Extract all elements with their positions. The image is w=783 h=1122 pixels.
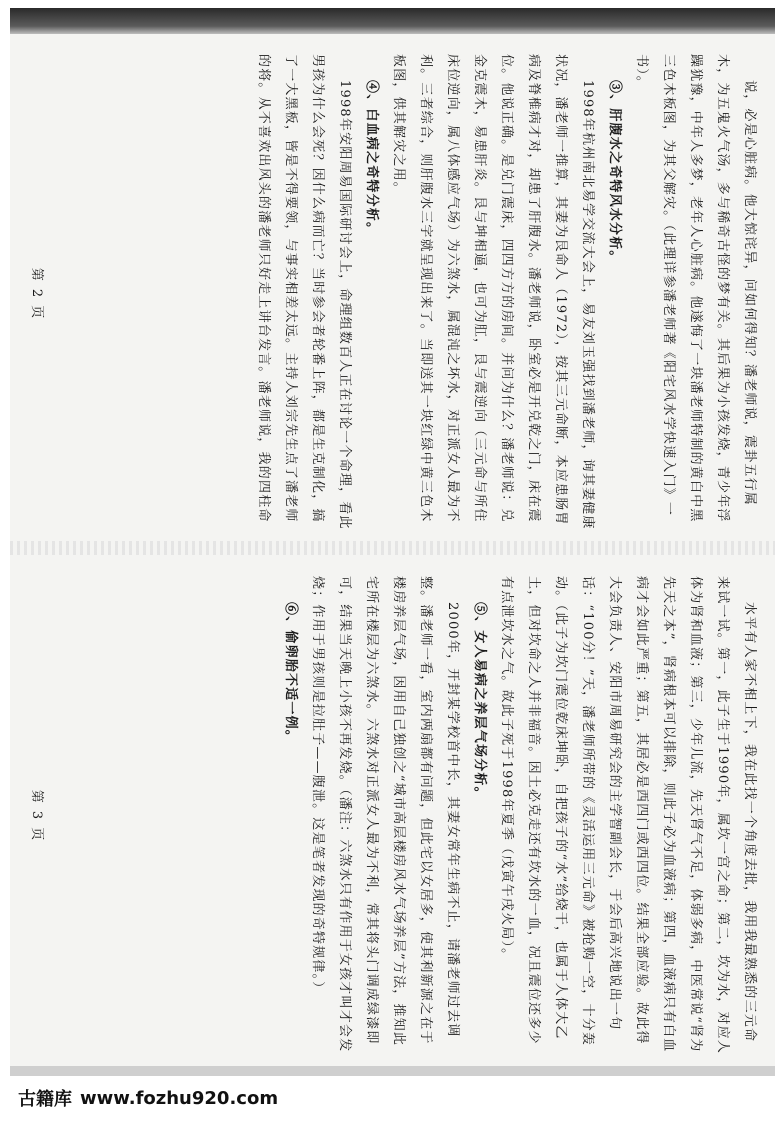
page-3-paragraph-1: 水平有人家不相上下，我在此找一个角度去批，我用我最熟悉的三元命来试一试。第一，此子生于1990年，属坎一宫之命；第二，坎为水，对应人体为肾和血液；第三，少年儿流，先天肾气不足，体弱多病，中医常说“肾为先天之本”，肾病根本可以排除，则此子必为血液病；第四，血液病只有白血病才会如此严重；第五，其居必是西四门或西四位。结果全部应验。故此得大会负责人、安阳市周易研究会的主学智副会长，于会后高兴地说出一句话：“100分！”天，潘老师所带的《灵活运用三元命》被抢购一空，十分轰动。（此子为坎门震位乾床坤卧，自把孩子的“水”给烧干，也属于人体大乙土，但对坎命之人并非福音。因土必克走还有坎水的一血，况且震位还多少有点泄坎水之气。故此子死于1998年夏季（戊寅午戌火局）。: [498, 576, 757, 1055]
page-3-heading-6: ⑥、偷卵胎不适一例。: [282, 602, 298, 745]
page-3-heading-5: ⑤、女人易病之养层气场分析。: [471, 602, 487, 801]
page-2-paragraph-2: 1998年杭州南北易学交流大会上，易友刘玉强找到潘老师，询其妻健康状况，潘老师一推算，其妻为艮命人（1972），按其三元命断，本应患肠胃病及脊椎病才对，却患了肝腹水。潘老师说，卧室必是开兑乾之门，床在震位。他说正确。是兑门震床，四四方方的房间。并问为什么？潘老师说：兑金克震木，易患肝炎。艮与坤相逼，也可为肛，艮与震逆向（三元命与所住床位逆向，属八体感应气场）为六煞水，属混沌之坏水，对正派女人最为不利。三者综合，则肝腹水三字就呈现出来了。当即送其一块红绿中黄三色木板图，供其解灾之用。: [390, 54, 595, 530]
page-2-text-block: [23, 54, 763, 534]
site-url: www.fozhu920.com: [80, 1087, 279, 1109]
page-3-folio: 第 3 页: [28, 789, 44, 843]
site-name: 古籍库: [18, 1089, 72, 1110]
page-divider: [10, 541, 775, 555]
page-3-text-block: [23, 576, 763, 1056]
scan-bottom-edge: [10, 1066, 775, 1076]
scan-top-edge: [10, 8, 775, 34]
page-2-folio: 第 2 页: [28, 267, 44, 321]
page-2-heading-3: ③、肝腹水之奇特风水分析。: [606, 80, 622, 265]
page-3-paragraph-2: 2000年，开封某学校首中长，其妻女常年生病不止，请潘老师过去调整。潘老师一看，室内两扇都有问题，但此宅以女居多，使其利新源之在于楼房养层气场，因用自己独创之“城市高层楼房风水气场养层”方法，推知此宅所在楼层为六煞水。六煞水对正派女人最为不利，常其将头门调成绿漆即可，结果当天晚上小孩不再发烧。（潘注：六煞水只有作用于女孩才叫才会发烧；作用于男孩则是拉肚子——腹泄。这是笔者发现的奇特规律。）: [309, 576, 460, 1053]
site-watermark: [0, 1080, 783, 1116]
page-2-paragraph-3: 1998年安阳周易国际研讨会上，命理组数百人正在讨论一个命理，看此男孩为什么会死？因什么病而亡？当时参会者轮番上阵，都是生克制化，搞了一大黑板，皆是不得要领，与事实相差太远。主持人刘宗先生点了潘老师的将。从不喜欢出风头的潘老师只好走上讲台发言。潘老师说，我的四柱命: [255, 54, 352, 530]
scanned-sheet: [10, 8, 775, 1076]
page-2-heading-4: ④、白血病之奇特分析。: [363, 80, 379, 237]
page-2: [10, 38, 775, 550]
page-3: [10, 560, 775, 1072]
page-2-paragraph-1: 说，必是心脏病。他大惊诧异，问如何得知？潘老师说，震卦五行属木，为五鬼火气汤，多与稀奇古怪的梦有关。其后果为小孩发烧，青少年浮躁犹豫，中年人多梦，老年人心脏病。他遂悔了一块潘老师特制的黄白中黑三色木板图，为其父解灾。（此理详参潘老师著《阳宅风水学快速入门》一书）。: [633, 54, 757, 523]
